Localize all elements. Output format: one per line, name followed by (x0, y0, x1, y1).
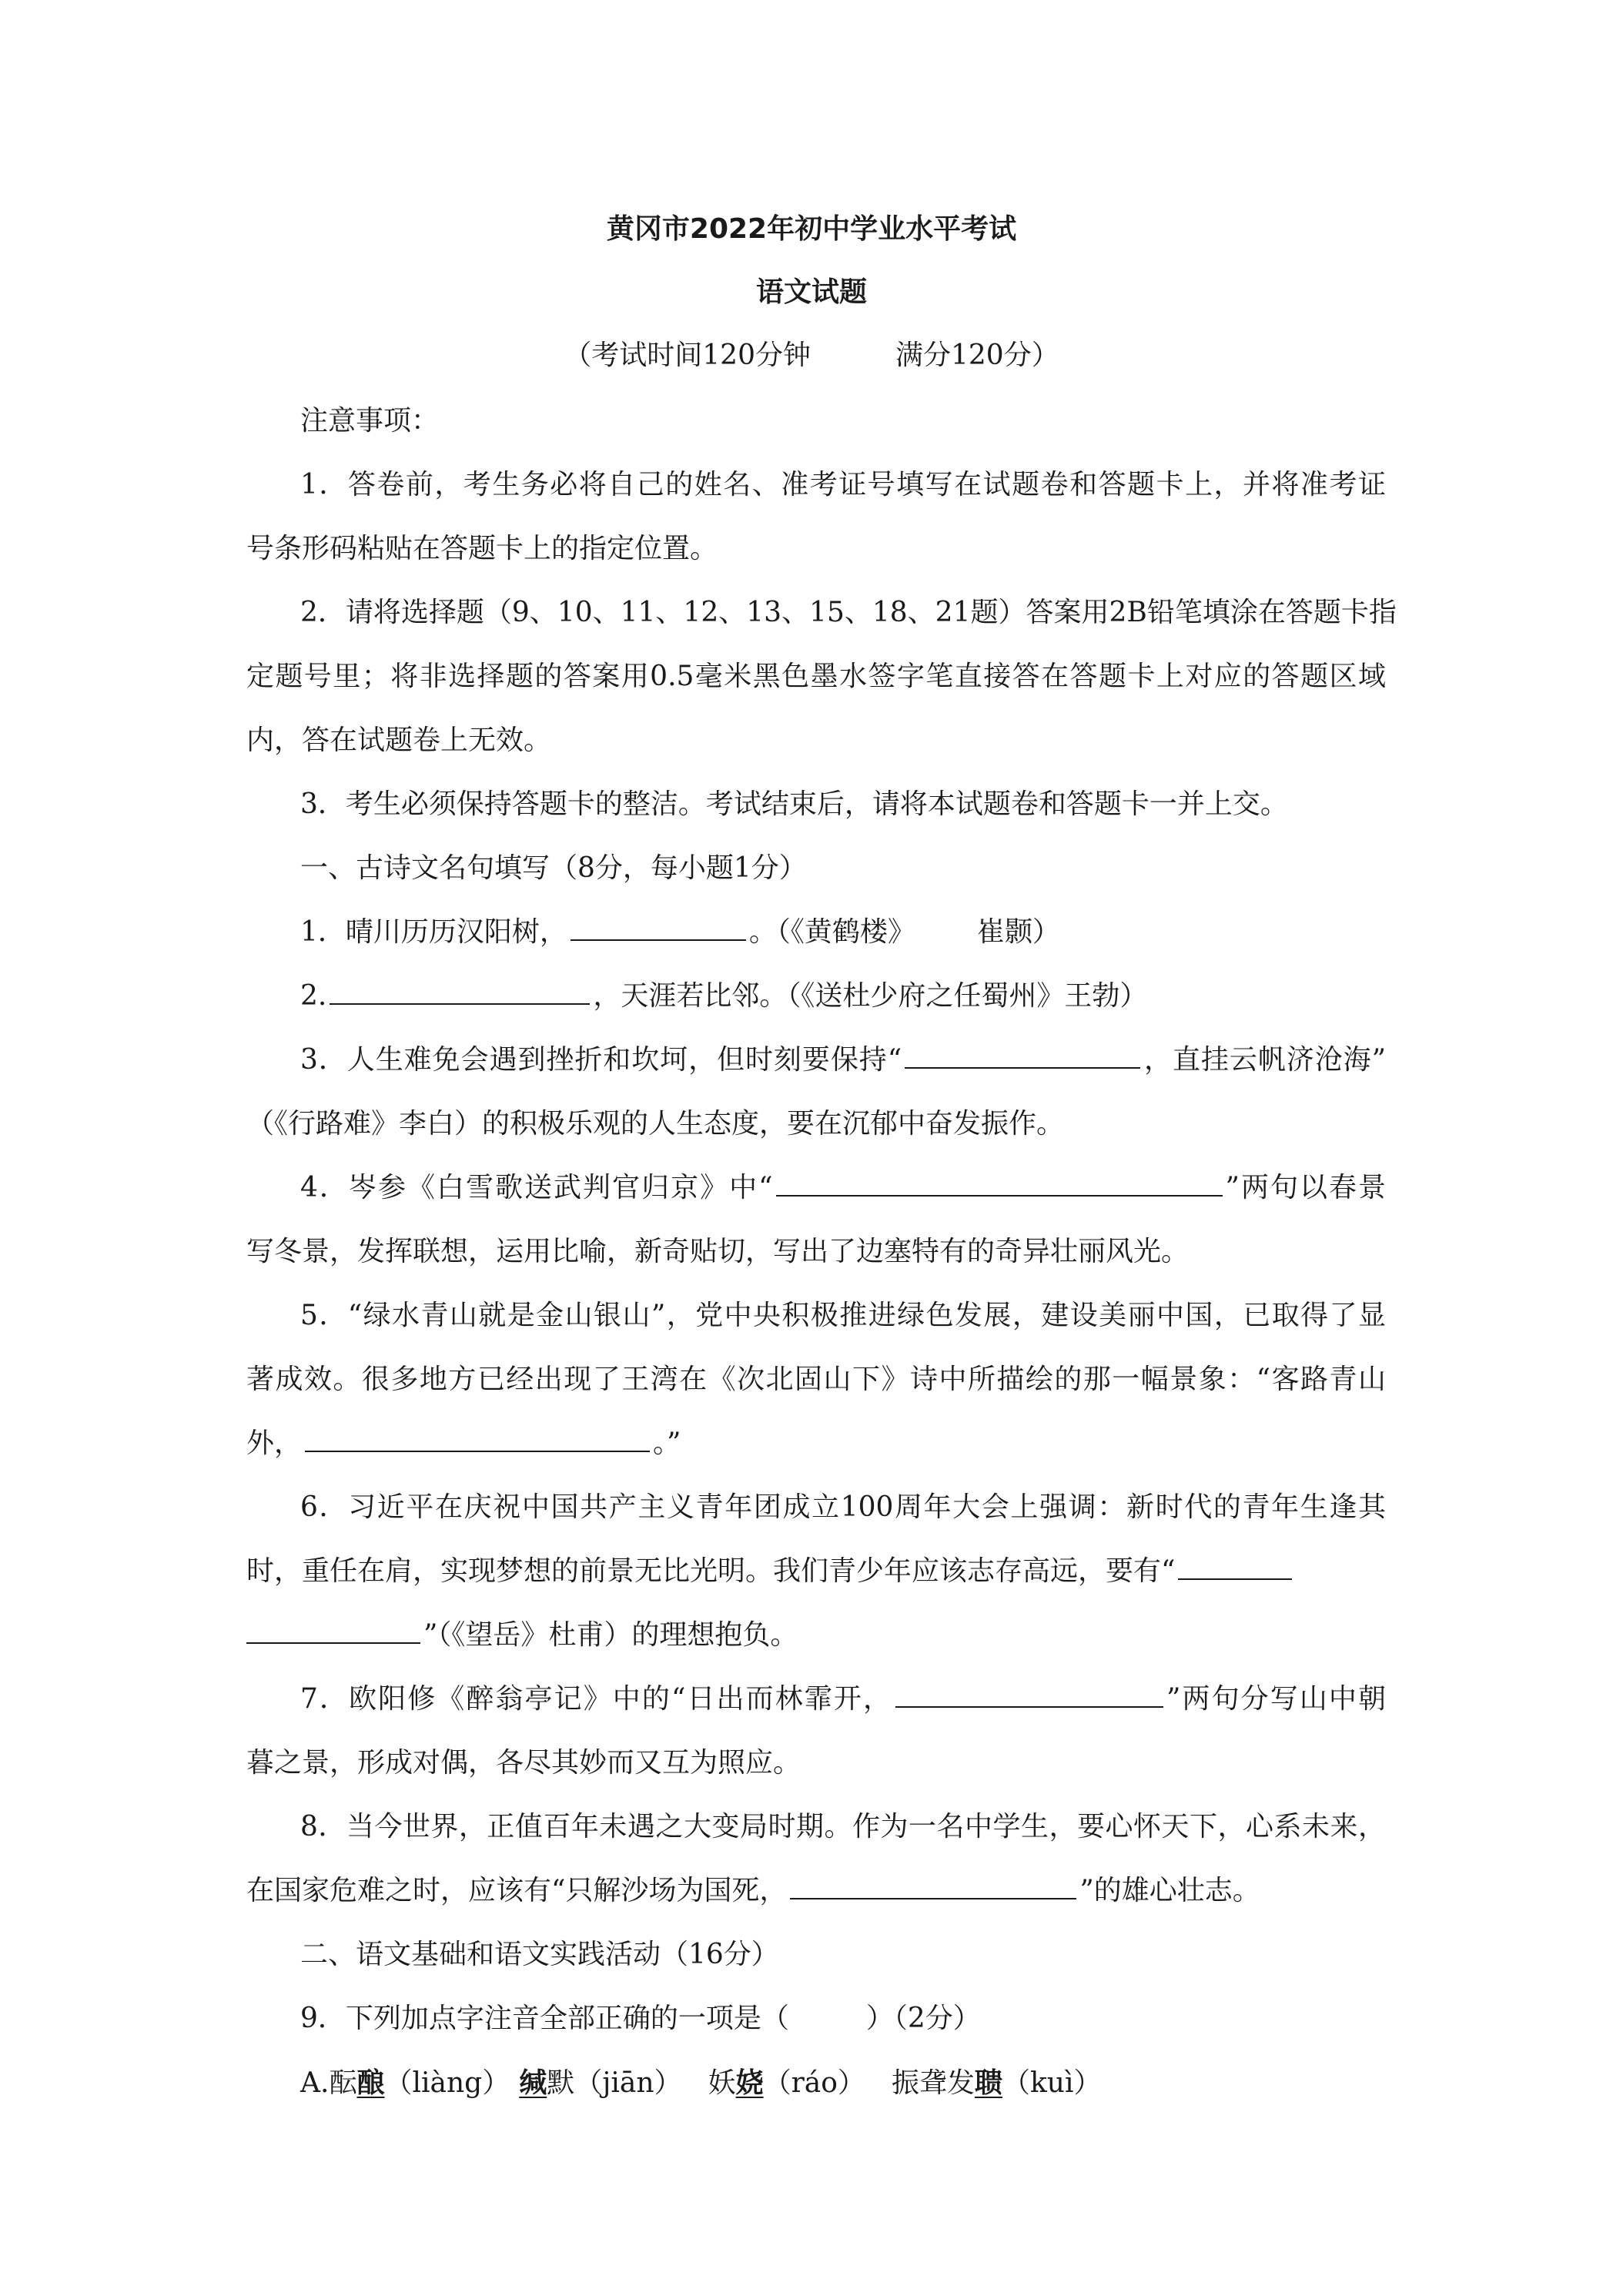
answer-blank (905, 1041, 1140, 1069)
notice-item-2-line-2: 定题号里；将非选择题的答案用0.5毫米黑色墨水签字笔直接答在答题卡上对应的答题区域 (246, 661, 1386, 692)
section-2-heading: 二、语文基础和语文实践活动（16分） (300, 1939, 779, 1970)
notice-item-1-line-2: 号条形码粘贴在答题卡上的指定位置。 (246, 533, 718, 564)
answer-blank (305, 1424, 650, 1452)
question-2-text: ，天涯若比邻。（《送杜少府之任蜀州》王勃） (593, 980, 1148, 1012)
question-1-source: 。（《黄鹤楼》 (748, 916, 915, 948)
answer-blank (330, 977, 590, 1005)
answer-blank (1178, 1552, 1292, 1580)
answer-blank (776, 1169, 1223, 1197)
question-1-author: 崔颢） (976, 916, 1060, 948)
question-6-text-end: ”（《望岳》杜甫）的理想抱负。 (423, 1619, 798, 1651)
question-6-text: 时，重任在肩，实现梦想的前景无比光明。我们青少年应该志存高远，要有“ (246, 1555, 1176, 1587)
question-4-line-1 (300, 1169, 1386, 1207)
question-5-text: 外， (246, 1427, 303, 1459)
question-4-text-end: ”两句以春景 (1225, 1172, 1387, 1203)
exam-time: （考试时间120分钟 (564, 340, 811, 371)
word-prefix: 振聋发 (891, 2067, 975, 2099)
notice-item-1-line-1: 1．答卷前，考生务必将自己的姓名、准考证号填写在试题卷和答题卡上，并将准考证 (300, 469, 1386, 500)
question-2 (300, 977, 1386, 1016)
question-9-option-a (300, 2063, 1386, 2103)
dotted-char: 娆 (735, 2067, 764, 2099)
notice-heading: 注意事项： (300, 405, 440, 437)
question-5-line-2: 著成效。很多地方已经出现了王湾在《次北固山下》诗中所描绘的那一幅景象：“客路青山 (246, 1364, 1386, 1395)
exam-subject: 语文试题 (755, 276, 867, 308)
pinyin: （liàng） (384, 2067, 510, 2099)
question-9 (300, 2000, 1386, 2038)
question-9-text: 9．下列加点字注音全部正确的一项是（ (300, 2003, 789, 2034)
question-3-line-1 (300, 1041, 1386, 1079)
notice-item-2-line-1: 2．请将选择题（9、10、11、12、13、15、18、21题）答案用2B铅笔填涂在答题卡指 (300, 597, 1397, 628)
dotted-char: 缄 (519, 2067, 547, 2099)
question-8-text: 在国家危难之时，应该有“只解沙场为国死， (246, 1875, 788, 1906)
question-7-text: 7．欧阳修《醉翁亭记》中的“日出而林霏开， (300, 1683, 893, 1715)
word-prefix: 妖 (708, 2067, 736, 2099)
question-1 (300, 913, 1386, 952)
question-3-text: 3．人生难免会遇到挫折和坎坷，但时刻要保持“ (300, 1044, 902, 1076)
question-8-line-2 (246, 1872, 1386, 1910)
question-7-line-1 (300, 1680, 1386, 1719)
question-4-text: 4．岑参《白雪歌送武判官归京》中“ (300, 1172, 773, 1203)
question-1-text: 1．晴川历历汉阳树， (300, 916, 567, 948)
question-5-line-3 (246, 1424, 1386, 1463)
question-8-line-1: 8．当今世界，正值百年未遇之大变局时期。作为一名中学生，要心怀天下，心系未来， (300, 1811, 1386, 1842)
answer-blank (246, 1616, 420, 1644)
exam-title: 黄冈市2022年初中学业水平考试 (606, 213, 1017, 245)
question-4-line-2: 写冬景，发挥联想，运用比喻，新奇贴切，写出了边塞特有的奇异壮丽风光。 (246, 1236, 1190, 1267)
question-3-text-end: ，直挂云帆济沧海” (1143, 1044, 1386, 1076)
option-a-label: A.酝 (300, 2067, 357, 2099)
pinyin: （kuì） (1002, 2067, 1102, 2099)
question-5-line-1: 5．“绿水青山就是金山银山”，党中央积极推进绿色发展，建设美丽中国，已取得了显 (300, 1300, 1386, 1331)
pinyin: （ráo） (763, 2067, 865, 2099)
pinyin: 默（jiān） (547, 2067, 682, 2099)
notice-item-3: 3．考生必须保持答题卡的整洁。考试结束后，请将本试题卷和答题卡一并上交。 (300, 788, 1288, 820)
dotted-char: 聩 (974, 2067, 1002, 2099)
notice-item-2-line-3: 内，答在试题卷上无效。 (246, 725, 552, 756)
answer-blank (571, 913, 746, 941)
exam-duration-score (0, 336, 1623, 375)
dotted-char: 酿 (356, 2067, 385, 2099)
question-6-line-1: 6．习近平在庆祝中国共产主义青年团成立100周年大会上强调：新时代的青年生逢其 (300, 1491, 1386, 1523)
question-6-line-2 (246, 1552, 1386, 1591)
question-9-points: ）（2分） (865, 2003, 981, 2034)
answer-blank (895, 1680, 1163, 1708)
question-7-line-2: 暮之景，形成对偶，各尽其妙而又互为照应。 (246, 1747, 801, 1779)
question-2-number: 2. (300, 980, 327, 1012)
question-8-text-end: ”的雄心壮志。 (1079, 1875, 1260, 1906)
question-3-line-2: （《行路难》李白）的积极乐观的人生态度，要在沉郁中奋发振作。 (246, 1108, 1065, 1140)
question-6-line-3 (246, 1616, 1386, 1655)
question-7-text-end: ”两句分写山中朝 (1166, 1683, 1387, 1715)
exam-score: 满分120分） (895, 340, 1059, 371)
answer-blank (790, 1872, 1076, 1899)
section-1-heading: 一、古诗文名句填写（8分，每小题1分） (300, 852, 807, 884)
question-5-text-end: 。” (653, 1427, 681, 1459)
